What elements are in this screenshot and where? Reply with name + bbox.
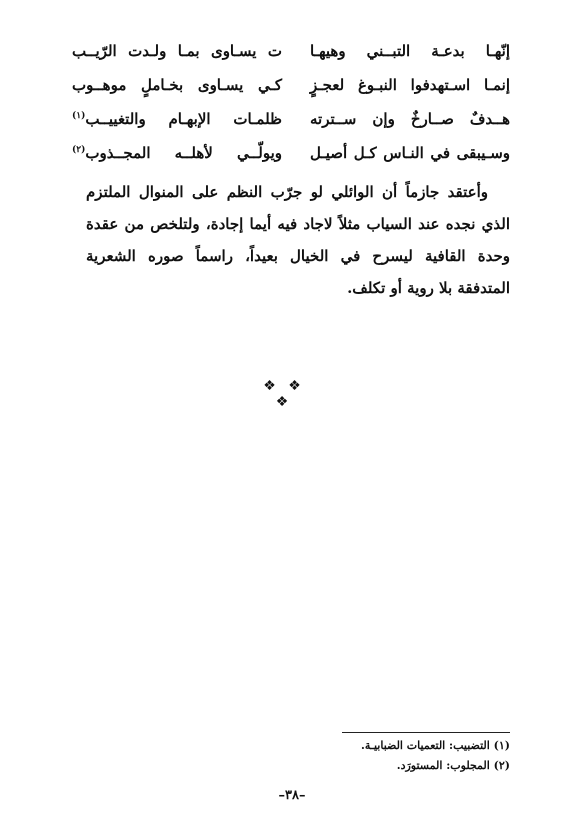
section-divider-ornament: ❖ ❖ ❖ — [263, 378, 305, 410]
page-number: –٣٨– — [278, 788, 306, 803]
prose-paragraph — [86, 176, 510, 304]
verse-3-second-hemistich — [72, 104, 282, 134]
verse-3 — [72, 104, 510, 138]
verse-3-first-hemistich: هــدفٌ صــارخٌ وإن ســترته — [310, 110, 510, 128]
verse-2-first-hemistich: إنمـا اسـتهدفوا النبـوغ لعجـزٍ — [310, 76, 510, 94]
verse-3-second-text: ظلمـات الإبهـام والتغييــب — [85, 110, 282, 128]
verse-4-second-text: ويولّــي لأهلــه المجــذوب — [85, 144, 282, 162]
poem-verses — [72, 36, 510, 172]
verse-4-second-hemistich — [72, 138, 282, 168]
prose-line-3: ليسرح في الخيال بعيداً، راسماً صوره الشعرية المتدفقة بلا روية أو تكلف. — [86, 247, 510, 297]
verse-4-first-hemistich: وسـيبقى في النـاس كـل أصيـل — [310, 144, 510, 162]
footnote-ref-1[interactable]: (١) — [72, 111, 86, 121]
footnote-2: (٢) المجلوب: المستورَد. — [396, 759, 510, 772]
verse-2 — [72, 70, 510, 104]
verse-1 — [72, 36, 510, 70]
footnote-1: (١) التضبيب: التعميات الضبابيـة. — [361, 739, 510, 752]
footnote-ref-2[interactable]: (٢) — [72, 145, 86, 155]
verse-1-first-hemistich: إنّهـا بدعـة التبــني وهيهـا — [310, 42, 510, 60]
footnotes — [210, 736, 510, 776]
footnote-separator — [342, 732, 510, 733]
verse-1-second-hemistich: ت يسـاوى بمـا ولـدت الرّيــب — [72, 42, 282, 60]
verse-4 — [72, 138, 510, 172]
prose-line-2: عند السياب مثلاً لاجاد فيه أيما إجادة، ولتلخص من عقدة وحدة القافية — [86, 215, 510, 265]
prose-line-1: وأعتقد جازماً أن الوائلي لو جرّب النظم على المنوال الملتزم الذي نجده — [86, 183, 510, 233]
verse-2-second-hemistich: كـي يسـاوى بخـاملٍ موهــوب — [72, 76, 282, 94]
